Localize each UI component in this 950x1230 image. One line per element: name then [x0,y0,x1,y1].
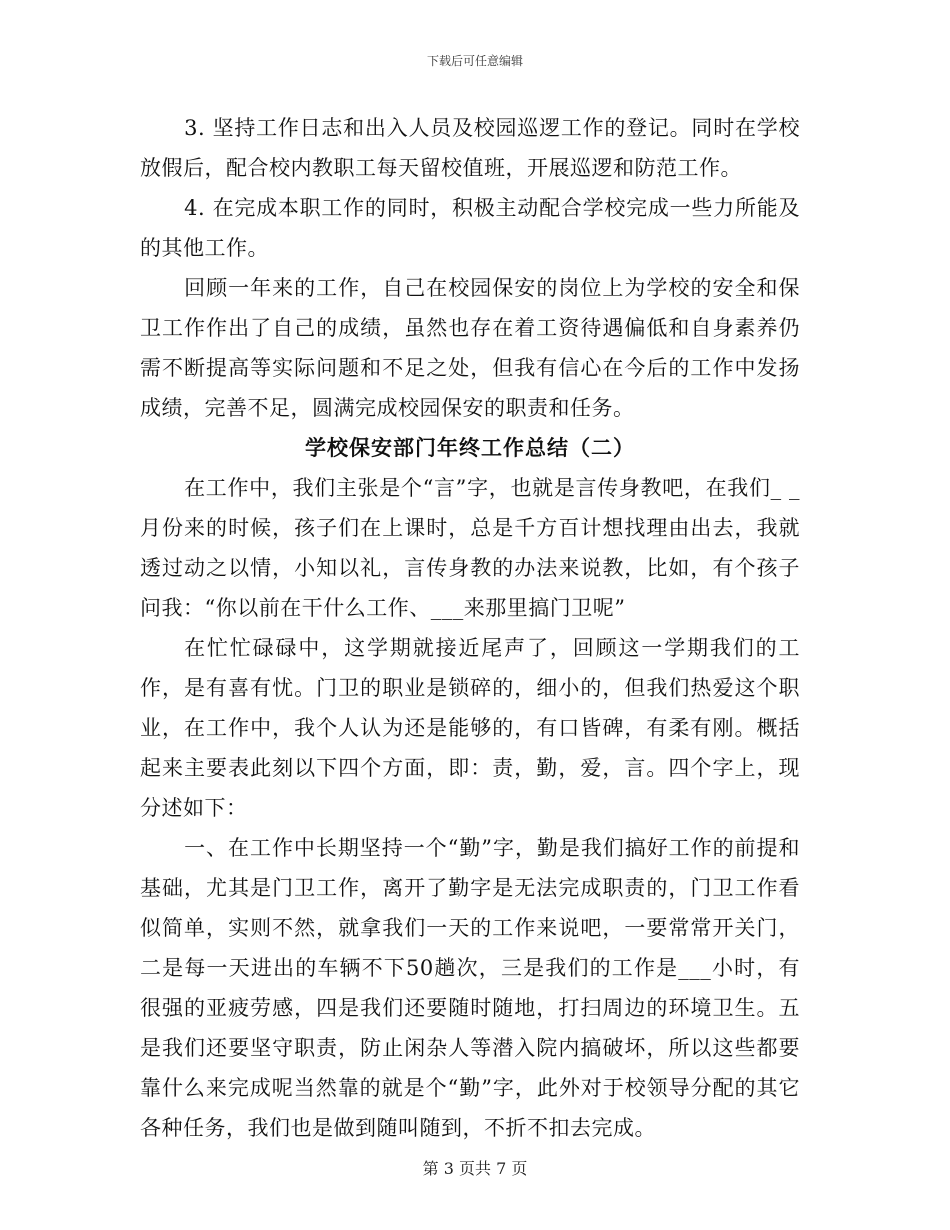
paragraph-item-4: 4. 在完成本职工作的同时，积极主动配合学校完成一些力所能及的其他工作。 [140,196,800,260]
document-body [140,108,800,1148]
paragraph-qin: 一、在工作中长期坚持一个“勤”字，勤是我们搞好工作的前提和基础，尤其是门卫工作，离开了勤字是无法完成职责的，门卫工作看似简单，实则不然，就拿我们一天的工作来说吧，一要常常开关门，二是每一天进出的车辆不下50趟次，三是我们的工作是___小时，有很强的亚疲劳感，四是我们还要随时随地，打扫周边的环境卫生。五是我们还要坚守职责，防止闲杂人等潜入院内搞破坏，所以这些都要靠什么来完成呢当然靠的就是个“勤”字，此外对于校领导分配的其它各种任务，我们也是做到随叫随到，不折不扣去完成。 [140,836,800,1140]
section-title: 学校保安部门年终工作总结（二） [305,435,635,460]
paragraph-summary-intro: 在忙忙碌碌中，这学期就接近尾声了，回顾这一学期我们的工作，是有喜有忧。门卫的职业是锁碎的，细小的，但我们热爱这个职业，在工作中，我个人认为还是能够的，有口皆碑，有柔有刚。概括起来主要表此刻以下四个方面，即：责，勤，爱，言。四个字上，现分述如下： [140,636,800,820]
page-header: 下载后可任意编辑 [426,54,523,68]
paragraph-yan: 在工作中，我们主张是个“言”字，也就是言传身教吧，在我们_ _月份来的时候，孩子们在上课时，总是千方百计想找理由出去，我就透过动之以情，小知以礼，言传身教的办法来说教，比如，有个孩子问我：“你以前在干什么工作、___来那里搞门卫呢” [140,476,800,620]
paragraph-item-3: 3. 坚持工作日志和出入人员及校园巡逻工作的登记。同时在学校放假后，配合校内教职工每天留校值班，开展巡逻和防范工作。 [140,116,800,180]
page-footer: 第 3 页共 7 页 [422,1159,528,1178]
paragraph-review: 回顾一年来的工作，自己在校园保安的岗位上为学校的安全和保卫工作作出了自己的成绩，虽然也存在着工资待遇偏低和自身素养仍需不断提高等实际问题和不足之处，但我有信心在今后的工作中发扬成绩，完善不足，圆满完成校园保安的职责和任务。 [140,276,800,420]
